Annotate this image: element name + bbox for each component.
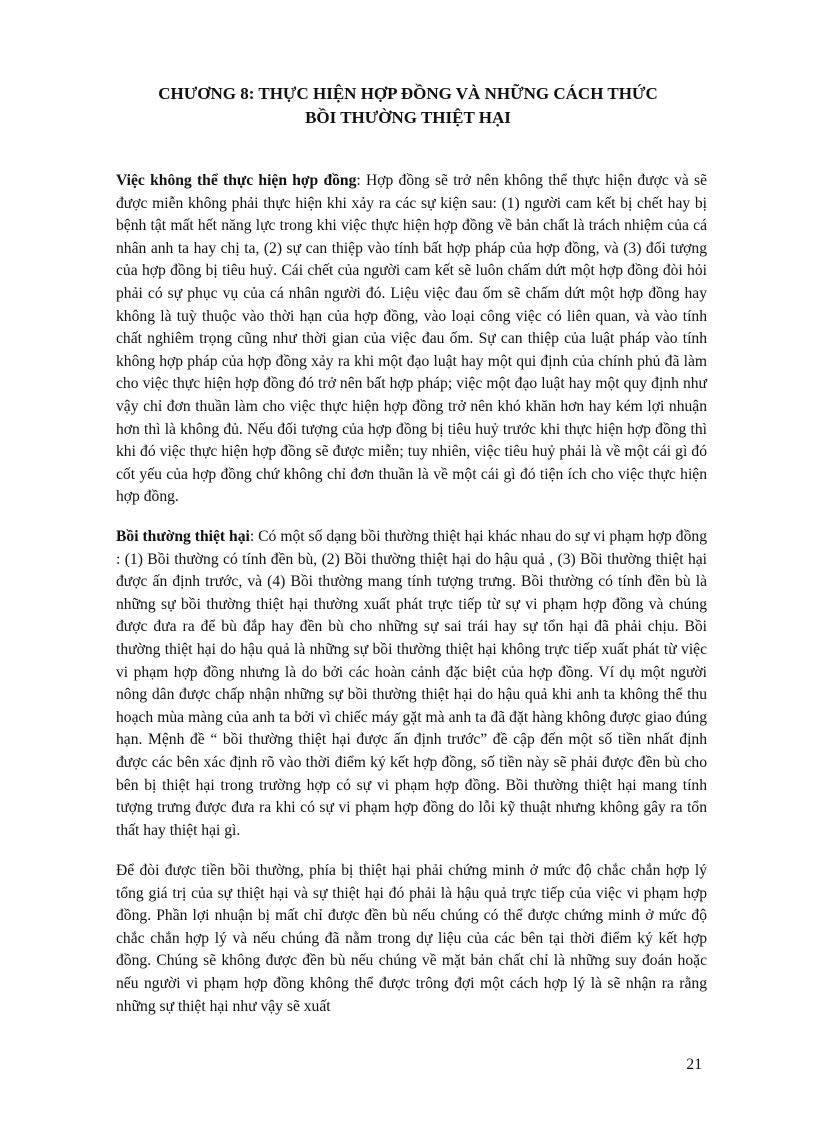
chapter-title-line-2: BỒI THƯỜNG THIỆT HẠI bbox=[305, 108, 511, 127]
paragraph-text: : Hợp đồng sẽ trở nên không thể thực hiện được và sẽ được miễn không phải thực hiện khi xảy ra các sự kiện sau: (1) người cam kết bị chết hay bị bệnh tật mất hết năng lực trong khi việc thực hiện hợp đồng về bản chất là trách nhiệm của cá nhân anh ta hay chị ta, (2) sự can thiệp vào tính bất hợp pháp của hợp đồng, và (3) đối tượng của hợp đồng bị tiêu huỷ. Cái chết của người cam kết sẽ luôn chấm dứt một hợp đồng đòi hỏi phải có sự phục vụ của cá nhân người đó. Liệu việc đau ốm sẽ chấm dứt một hợp đồng hay không là tuỳ thuộc vào thời hạn của hợp đồng, vào loại công việc có liên quan, và vào tính chất nghiêm trọng cũng như thời gian của việc đau ốm. Sự can thiệp của luật pháp vào tính không hợp pháp của hợp đồng xảy ra khi một đạo luật hay một qui định của chính phủ đã làm cho việc thực hiện hợp đồng đó trở nên bất hợp pháp; việc một đạo luật hay một quy định như vậy chỉ đơn thuần làm cho việc thực hiện hợp đồng trở nên khó khăn hơn hay kém lợi nhuận hơn thì là không đủ. Nếu đối tượng của hợp đồng bị tiêu huỷ trước khi thực hiện hợp đồng thì khi đó việc thực hiện hợp đồng sẽ được miễn; tuy nhiên, việc tiêu huỷ phải là về một cái gì đó cốt yếu của hợp đồng chứ không chỉ đơn thuần là về một cái gì đó tiện ích cho việc thực hiện hợp đồng. bbox=[116, 172, 707, 506]
paragraph-text: : Có một số dạng bồi thường thiệt hại khác nhau do sự vi phạm hợp đồng : (1) Bồi thường có tính đền bù, (2) Bồi thường thiệt hại do hậu quả , (3) Bồi thường thiệt hại được ấn định trước, và (4) Bồi thường mang tính tượng trưng. Bồi thường có tính đền bù là những sự bồi thường thiệt hại thường xuất phát trực tiếp từ sự vi phạm hợp đồng và chúng được đưa ra để bù đắp hay đền bù cho những sự sai trái hay sự tổn hại đã phải chịu. Bồi thường thiệt hại do hậu quả là những sự bồi thường thiệt hại không trực tiếp xuất phát từ việc vi phạm hợp đồng nhưng là do bởi các hoàn cảnh đặc biệt của hợp đồng. Ví dụ một người nông dân được chấp nhận những sự bồi thường thiệt hại do hậu quả khi anh ta không thể thu hoạch mùa màng của anh ta bởi vì chiếc máy gặt mà anh ta đã đặt hàng không được giao đúng hạn. Mệnh đề “ bồi thường thiệt hại được ấn định trước” đề cập đến một số tiền nhất định được các bên xác định rõ vào thời điểm ký kết hợp đồng, số tiền này sẽ phải được đền bù cho bên bị thiệt hại trong trường hợp có sự vi phạm hợp đồng. Bồi thường thiệt hại mang tính tượng trưng được đưa ra khi có sự vi phạm hợp đồng do lỗi kỹ thuật nhưng không gây ra tổn thất hay thiệt hại gì. bbox=[116, 528, 707, 839]
chapter-title-line-1: CHƯƠNG 8: THỰC HIỆN HỢP ĐỒNG VÀ NHỮNG CÁCH THỨC bbox=[158, 84, 658, 103]
paragraph-claiming-compensation bbox=[116, 860, 707, 1018]
paragraph-impossibility-of-performance bbox=[116, 170, 707, 509]
paragraph-lead: Bồi thường thiệt hại bbox=[116, 528, 250, 545]
paragraph-damages bbox=[116, 526, 707, 842]
paragraph-lead: Việc không thể thực hiện hợp đồng bbox=[116, 172, 357, 189]
chapter-title bbox=[100, 82, 716, 130]
page-number: 21 bbox=[686, 1056, 702, 1073]
paragraph-text: Để đòi được tiền bồi thường, phía bị thiệt hại phải chứng minh ở mức độ chắc chắn hợp lý tổng giá trị của sự thiệt hại và sự thiệt hại đó phải là hậu quả trực tiếp của việc vi phạm hợp đồng. Phần lợi nhuận bị mất chỉ được đền bù nếu chúng có thể được chứng minh ở mức độ chắc chắn hợp lý và nếu chúng đã nằm trong dự liệu của các bên tại thời điểm ký kết hợp đồng. Chúng sẽ không được đền bù nếu chúng về mặt bản chất chỉ là những suy đoán hoặc nếu người vi phạm hợp đồng không thể được trông đợi một cách hợp lý là sẽ nhận ra rằng những sự thiệt hại như vậy sẽ xuất bbox=[116, 862, 707, 1015]
